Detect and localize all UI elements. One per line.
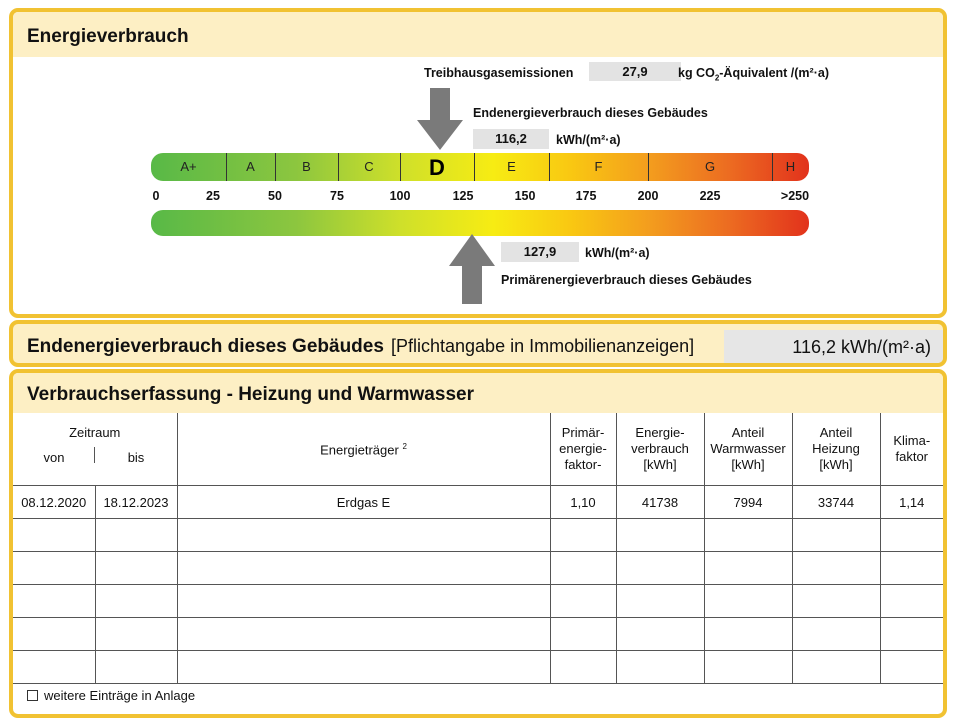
- energy-class-a: A: [246, 159, 255, 174]
- end-energy-label: Endenergieverbrauch dieses Gebäudes: [473, 106, 708, 120]
- cell-warmwasser: 7994: [704, 486, 792, 519]
- class-separator: [549, 153, 550, 181]
- header-von: von: [43, 450, 65, 465]
- class-separator: [338, 153, 339, 181]
- header-energietraeger: Energieträger $^2$: [177, 413, 550, 486]
- header-energieverbrauch: Energie- verbrauch [kWh]: [616, 413, 704, 486]
- mandatory-title: Endenergieverbrauch dieses Gebäudes: [27, 336, 384, 357]
- header-klimafaktor: Klima- faktor: [880, 413, 943, 486]
- table-row-empty: [13, 519, 943, 552]
- primary-energy-scale: [151, 210, 809, 236]
- table-row-empty: [13, 618, 943, 651]
- checkbox-icon[interactable]: [27, 690, 38, 701]
- primary-energy-value: 127,9: [501, 242, 579, 262]
- cell-bis: 18.12.2023: [95, 486, 177, 519]
- primary-energy-unit: kWh/(m²·a): [585, 246, 650, 260]
- ghg-value: 27,9: [589, 62, 681, 81]
- energy-class-scale: [151, 153, 809, 181]
- consumption-table: [13, 413, 943, 684]
- ghg-unit: kg $CO_2$-Äquivalent /(m²·a): [678, 66, 829, 83]
- cell-von: 08.12.2020: [13, 486, 95, 519]
- class-separator: [474, 153, 475, 181]
- scale-tick: 75: [330, 189, 344, 203]
- energy-consumption-panel: [9, 8, 947, 318]
- mandatory-value-panel: [9, 320, 947, 367]
- class-separator: [226, 153, 227, 181]
- end-energy-value: 116,2: [473, 129, 549, 149]
- primary-energy-label: Primärenergieverbrauch dieses Gebäudes: [501, 273, 752, 287]
- table-row-empty: [13, 585, 943, 618]
- energy-class-aplus: A+: [180, 159, 197, 174]
- header-bis: bis: [127, 450, 145, 465]
- table-row-empty: [13, 552, 943, 585]
- more-entries-label: weitere Einträge in Anlage: [44, 688, 196, 703]
- section-title-energy: Energieverbrauch: [13, 12, 943, 57]
- scale-tick: 150: [514, 189, 536, 203]
- mandatory-note: [Pflichtangabe in Immobilienanzeigen]: [391, 336, 695, 356]
- energy-class-f: F: [594, 159, 603, 174]
- scale-tick: 0: [152, 189, 160, 203]
- primary-energy-arrow-icon: [449, 234, 495, 304]
- end-energy-unit: kWh/(m²·a): [556, 133, 621, 147]
- energy-class-g: G: [704, 159, 716, 174]
- scale-tick: 50: [268, 189, 282, 203]
- section-title-consumption: Verbrauchserfassung - Heizung und Warmwasser: [13, 373, 943, 413]
- end-energy-arrow-icon: [417, 88, 463, 150]
- scale-tick: 225: [699, 189, 721, 203]
- energy-class-e: E: [507, 159, 516, 174]
- header-anteil-heizung: Anteil Heizung [kWh]: [792, 413, 880, 486]
- table-row: [13, 486, 943, 519]
- class-separator: [772, 153, 773, 181]
- cell-heizung: 33744: [792, 486, 880, 519]
- table-header-row: [13, 413, 943, 486]
- header-zeitraum: [13, 413, 177, 486]
- scale-tick: 25: [206, 189, 220, 203]
- ghg-label: Treibhausgasemissionen: [424, 66, 574, 80]
- class-separator: [400, 153, 401, 181]
- table-row-empty: [13, 651, 943, 684]
- class-separator: [275, 153, 276, 181]
- class-separator: [648, 153, 649, 181]
- cell-energietraeger: Erdgas E: [177, 486, 550, 519]
- header-anteil-warmwasser: Anteil Warmwasser [kWh]: [704, 413, 792, 486]
- scale-tick: 100: [389, 189, 411, 203]
- energy-class-c: C: [364, 159, 374, 174]
- cell-primaerenergiefaktor: 1,10: [550, 486, 616, 519]
- mandatory-value: 116,2 kWh/(m²·a): [724, 330, 943, 364]
- header-primaerenergiefaktor: Primär- energie- faktor-: [550, 413, 616, 486]
- energy-class-h: H: [785, 159, 796, 174]
- scale-tick: 200: [637, 189, 659, 203]
- consumption-record-panel: [9, 369, 947, 718]
- energy-class-b: B: [302, 159, 311, 174]
- scale-tick: 125: [452, 189, 474, 203]
- scale-tick: >250: [780, 189, 810, 203]
- more-entries-option[interactable]: [27, 688, 195, 703]
- energy-class-d: D: [429, 155, 445, 180]
- cell-energieverbrauch: 41738: [616, 486, 704, 519]
- scale-tick: 175: [575, 189, 597, 203]
- header-zeitraum-label: Zeitraum: [69, 425, 121, 440]
- cell-klimafaktor: 1,14: [880, 486, 943, 519]
